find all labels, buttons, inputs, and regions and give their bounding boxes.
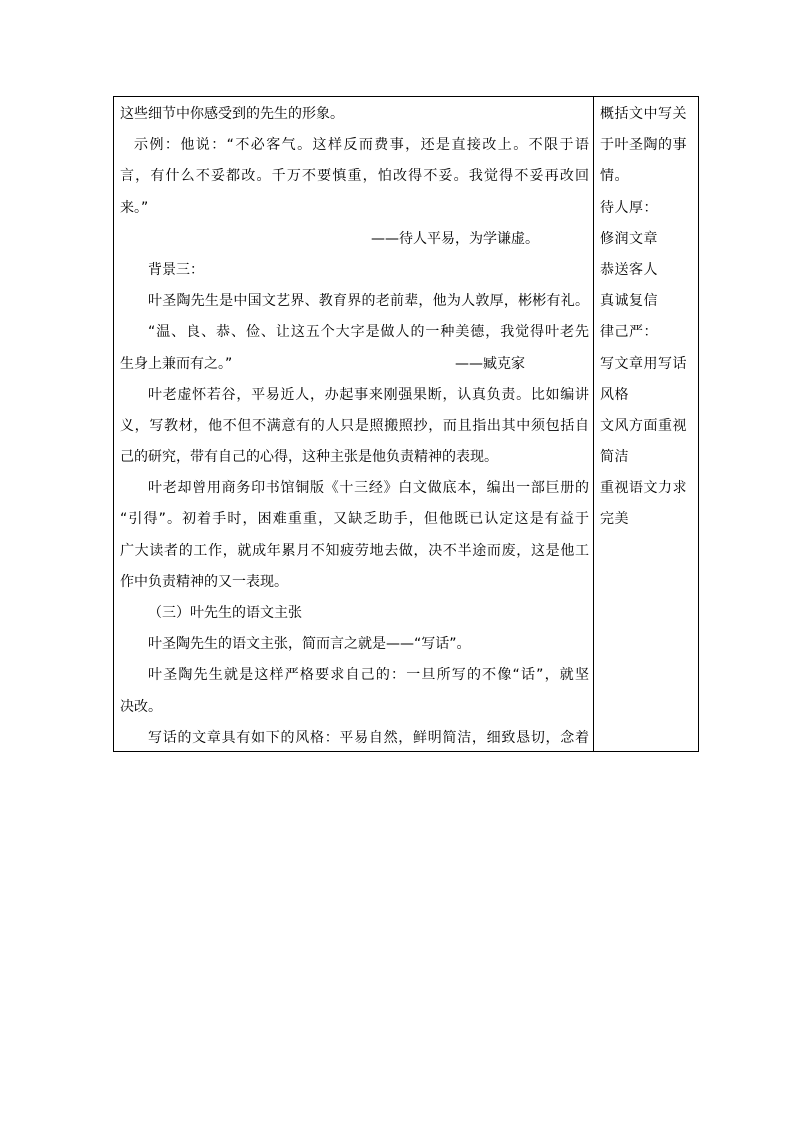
text-line: 这些细节中你感受到的先生的形象。 <box>120 106 344 122</box>
summary-line: 情。 <box>600 168 629 185</box>
text-line: 言，有什么不妥都改。千万不要慎重，怕改得不妥。我觉得不妥再改回 <box>120 168 589 185</box>
text-line: 生身上兼而有之。” <box>120 355 233 372</box>
summary-line: 风格 <box>600 386 629 403</box>
summary-line: 写文章用写话 <box>600 355 687 372</box>
summary-line: 文风方面重视 <box>600 417 687 434</box>
text-line: 叶老虚怀若谷，平易近人，办起事来刚强果断，认真负责。比如编讲 <box>148 386 589 403</box>
summary-line: 于叶圣陶的事 <box>600 137 687 154</box>
text-line: 义，写教材，他不但不满意有的人只是照搬照抄，而且指出其中须包括自 <box>120 417 589 434</box>
text-line: “引得”。初着手时，困难重重，又缺乏助手，但他既已认定这是有益于 <box>120 511 589 528</box>
section-heading: （三）叶先生的语文主张 <box>148 605 302 621</box>
section-label: 背景三： <box>148 261 204 278</box>
quote-attribution-row <box>120 349 589 380</box>
text-line: 来。” <box>120 199 149 216</box>
document-table <box>113 96 699 752</box>
summary-line: 恭送客人 <box>600 261 658 278</box>
text-line: 示例：他说：“不必客气。这样反而费事，还是直接改上。不限于语 <box>134 137 589 154</box>
summary-line: 完美 <box>600 511 629 528</box>
summary-line: 律己严： <box>600 324 658 341</box>
text-line: 叶圣陶先生就是这样严格要求自己的：一旦所写的不像“话”，就坚 <box>148 667 589 684</box>
quote-signature: ——待人平易，为学谦虚。 <box>371 230 539 247</box>
text-line: 广大读者的工作，就成年累月不知疲劳地去做，决不半途而废，这是他工 <box>120 542 589 559</box>
summary-line: 简洁 <box>600 449 629 466</box>
summary-line: 真诚复信 <box>600 293 658 310</box>
summary-line: 概括文中写关 <box>600 106 687 122</box>
quote-signature: ——臧克家 <box>455 355 525 372</box>
summary-line: 待人厚： <box>600 199 658 216</box>
summary-line: 修润文章 <box>600 230 658 247</box>
summary-line: 重视语文力求 <box>600 480 687 497</box>
main-content-cell <box>114 97 594 751</box>
text-line: 决改。 <box>120 698 162 715</box>
text-line: 写话的文章具有如下的风格：平易自然，鲜明简洁，细致恳切，念着 <box>148 729 589 746</box>
text-line: 叶圣陶先生的语文主张，简而言之就是——“写话”。 <box>148 636 471 653</box>
summary-cell <box>594 97 698 751</box>
text-line: 作中负责精神的又一表现。 <box>120 573 288 590</box>
text-line: 叶老却曾用商务印书馆铜版《十三经》白文做底本，编出一部巨册的 <box>148 480 589 497</box>
text-line: “温、良、恭、俭、让这五个大字是做人的一种美德，我觉得叶老先 <box>148 324 589 341</box>
text-line: 己的研究，带有自己的心得，这种主张是他负责精神的表现。 <box>120 449 498 466</box>
text-line: 叶圣陶先生是中国文艺界、教育界的老前辈，他为人敦厚，彬彬有礼。 <box>148 293 589 310</box>
